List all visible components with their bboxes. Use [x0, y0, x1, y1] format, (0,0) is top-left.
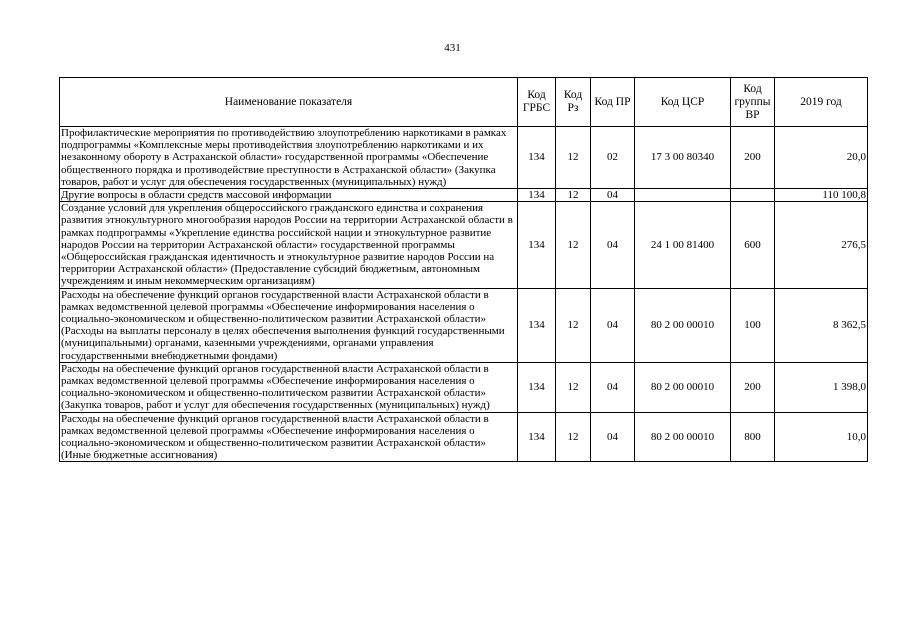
row-vr: 600	[731, 202, 775, 288]
row-vr: 200	[731, 127, 775, 189]
row-name: Расходы на обеспечение функций органов государственной власти Астраханской области в рамках ведомственной целевой программы «Обеспечение информирования населения о социально-экономическом и общественно-политическом развитии Астраханской области» (Закупка товаров, работ и услуг для обеспечения государственных (муниципальных) нужд)	[60, 362, 518, 412]
row-grbs: 134	[518, 202, 556, 288]
header-name: Наименование показателя	[60, 78, 518, 127]
row-grbs: 134	[518, 362, 556, 412]
row-name: Профилактические мероприятия по противодействию злоупотреблению наркотиками в рамках подпрограммы «Комплексные меры противодействия злоупотреблению наркотиками и их незаконному обороту в Астраханской области» государственной программы «Обеспечение общественного порядка и противодействие преступности в Астраханской области» (Закупка товаров, работ и услуг для обеспечения государственных (муниципальных) нужд)	[60, 127, 518, 189]
row-rz: 12	[556, 362, 591, 412]
row-vr: 800	[731, 412, 775, 462]
row-csr	[635, 189, 731, 202]
row-vr	[731, 189, 775, 202]
row-rz: 12	[556, 127, 591, 189]
row-pr: 04	[591, 189, 635, 202]
row-sum: 1 398,0	[775, 362, 868, 412]
row-grbs: 134	[518, 127, 556, 189]
header-grbs: Код ГРБС	[518, 78, 556, 127]
row-sum: 110 100,8	[775, 189, 868, 202]
row-name: Расходы на обеспечение функций органов государственной власти Астраханской области в рамках ведомственной целевой программы «Обеспечение информирования населения о социально-экономическом и общественно-политическом развитии Астраханской области» (Расходы на выплаты персоналу в целях обеспечения выполнения функций государственными (муниципальными) органами, казенными учреждениями, органами управления государственными внебюджетными фондами)	[60, 288, 518, 362]
row-sum: 8 362,5	[775, 288, 868, 362]
row-name: Расходы на обеспечение функций органов государственной власти Астраханской области в рамках ведомственной целевой программы «Обеспечение информирования населения о социально-экономическом и общественно-политическом развитии Астраханской области» (Иные бюджетные ассигнования)	[60, 412, 518, 462]
table-row	[60, 189, 868, 202]
row-csr: 24 1 00 81400	[635, 202, 731, 288]
row-vr: 200	[731, 362, 775, 412]
row-pr: 04	[591, 412, 635, 462]
budget-table	[59, 77, 868, 462]
row-rz: 12	[556, 202, 591, 288]
row-sum: 10,0	[775, 412, 868, 462]
row-pr: 04	[591, 202, 635, 288]
table-row	[60, 412, 868, 462]
header-vr: Код группы ВР	[731, 78, 775, 127]
table-row	[60, 202, 868, 288]
row-pr: 04	[591, 362, 635, 412]
row-name: Другие вопросы в области средств массовой информации	[60, 189, 518, 202]
table-row	[60, 288, 868, 362]
row-vr: 100	[731, 288, 775, 362]
row-grbs: 134	[518, 189, 556, 202]
row-rz: 12	[556, 412, 591, 462]
row-rz: 12	[556, 189, 591, 202]
header-csr: Код ЦСР	[635, 78, 731, 127]
table-row	[60, 362, 868, 412]
row-pr: 02	[591, 127, 635, 189]
row-csr: 80 2 00 00010	[635, 288, 731, 362]
row-csr: 80 2 00 00010	[635, 362, 731, 412]
row-rz: 12	[556, 288, 591, 362]
row-name: Создание условий для укрепления общероссийского гражданского единства и сохранения развития этнокультурного многообразия народов России на территории Астраханской области в рамках подпрограммы «Укрепление единства российской нации и этнокультурное развитие народов России на территории Астраханской области» государственной программы «Общероссийская гражданская идентичность и этнокультурное развитие народов России на территории Астраханской области» (Предоставление субсидий бюджетным, автономным учреждениям и иным некоммерческим организациям)	[60, 202, 518, 288]
table-row	[60, 127, 868, 189]
row-sum: 276,5	[775, 202, 868, 288]
row-csr: 17 3 00 80340	[635, 127, 731, 189]
row-grbs: 134	[518, 288, 556, 362]
table-body	[60, 127, 868, 462]
header-pr: Код ПР	[591, 78, 635, 127]
row-sum: 20,0	[775, 127, 868, 189]
header-rz: Код Рз	[556, 78, 591, 127]
row-grbs: 134	[518, 412, 556, 462]
table-header	[60, 78, 868, 127]
page-number: 431	[444, 42, 461, 54]
row-csr: 80 2 00 00010	[635, 412, 731, 462]
header-year: 2019 год	[775, 78, 868, 127]
row-pr: 04	[591, 288, 635, 362]
header-row	[60, 78, 868, 127]
